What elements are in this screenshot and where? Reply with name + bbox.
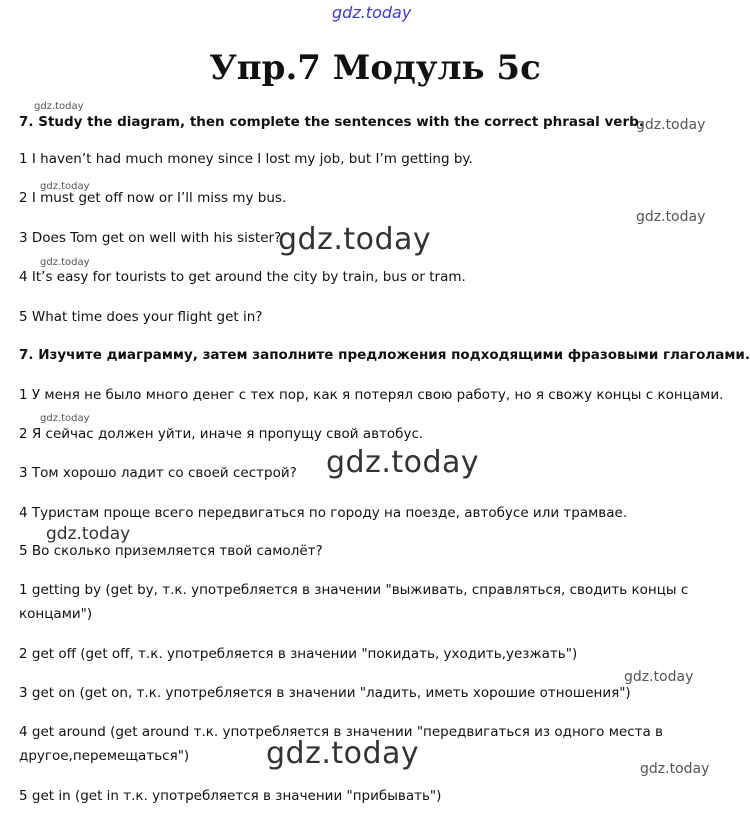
task-ru-sentence-4: 4 Туристам проще всего передвигаться по городу на поезде, автобусе или трамвае. (19, 505, 628, 521)
watermark-small: gdz.today (40, 257, 90, 268)
watermark-small: gdz.today (636, 209, 706, 225)
task-en-heading: 7. Study the diagram, then complete the sentences with the correct phrasal verb. (19, 114, 644, 130)
task-ru-sentence-1: 1 У меня не было много денег с тех пор, как я потерял свою работу, но я свожу концы с концами. (19, 387, 724, 403)
task-en-sentence-5: 5 What time does your flight get in? (19, 309, 263, 325)
watermark-large: gdz.today (266, 736, 420, 771)
answer-5: 5 get in (get in т.к. употребляется в значении "прибывать") (19, 788, 442, 804)
watermark-small: gdz.today (34, 101, 84, 112)
watermark-small: gdz.today (40, 413, 90, 424)
watermark-medium: gdz.today (46, 524, 131, 544)
task-ru-sentence-3: 3 Том хорошо ладит со своей сестрой? (19, 465, 297, 481)
watermark-small: gdz.today (636, 117, 706, 133)
answer-1: 1 getting by (get by, т.к. употребляется в значении "выживать, справляться, сводить концы с концами") (19, 582, 689, 622)
answer-3: 3 get on (get on, т.к. употребляется в значении "ладить, иметь хорошие отношения") (19, 685, 631, 701)
page-title: Упр.7 Модуль 5с (209, 48, 541, 88)
task-en-sentence-2: 2 I must get off now or I’ll miss my bus. (19, 190, 287, 206)
answer-4: 4 get around (get around т.к. употребляется в значении "передвигаться из одного места в другое,перемещаться") (19, 724, 664, 764)
watermark-large: gdz.today (278, 222, 432, 257)
watermark-large: gdz.today (326, 445, 480, 480)
task-en-sentence-3: 3 Does Tom get on well with his sister? (19, 230, 282, 246)
watermark-small: gdz.today (40, 181, 90, 192)
task-ru-sentence-5: 5 Во сколько приземляется твой самолёт? (19, 543, 323, 559)
watermark-small: gdz.today (624, 669, 694, 685)
task-ru-sentence-2: 2 Я сейчас должен уйти, иначе я пропущу свой автобус. (19, 426, 424, 442)
answer-2: 2 get off (get off, т.к. употребляется в значении "покидать, уходить,уезжать") (19, 646, 578, 662)
watermark-top: gdz.today (332, 3, 412, 22)
watermark-small: gdz.today (640, 761, 710, 777)
task-ru-heading: 7. Изучите диаграмму, затем заполните предложения подходящими фразовыми глаголами. (19, 347, 750, 363)
task-en-sentence-1: 1 I haven’t had much money since I lost my job, but I’m getting by. (19, 151, 473, 167)
task-en-sentence-4: 4 It’s easy for tourists to get around the city by train, bus or tram. (19, 269, 466, 285)
